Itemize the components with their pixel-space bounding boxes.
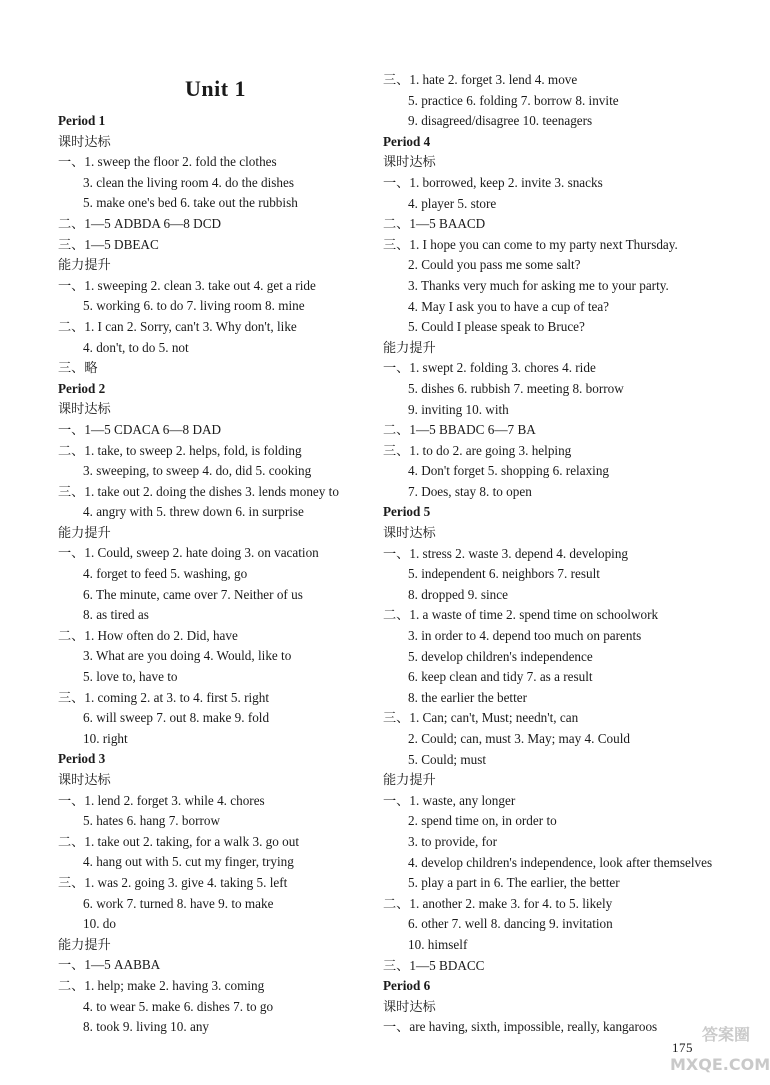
answer-line: 一、1. swept 2. folding 3. chores 4. ride bbox=[383, 360, 596, 376]
answer-line: 一、1—5 CDACA 6—8 DAD bbox=[58, 421, 222, 437]
answer-line: 2. Could; can, must 3. May; may 4. Could bbox=[408, 731, 630, 746]
answer-line: 能力提升 bbox=[383, 339, 436, 355]
answer-line: 二、1. help; make 2. having 3. coming bbox=[58, 977, 265, 993]
answer-line: 课时达标 bbox=[383, 525, 436, 541]
answer-line: 4. forget to feed 5. washing, go bbox=[83, 566, 248, 582]
answer-line: 一、1. waste, any longer bbox=[383, 792, 516, 808]
period-heading: Period 2 bbox=[58, 380, 106, 396]
answer-line: 7. Does, stay 8. to open bbox=[408, 483, 532, 499]
answer-line: 三、1. take out 2. doing the dishes 3. lends money to bbox=[58, 483, 339, 499]
period-heading: Period 5 bbox=[383, 504, 431, 520]
answer-line: 5. Could; must bbox=[408, 751, 487, 767]
answer-line: 5. develop children's independence bbox=[408, 648, 593, 664]
answer-line: 6. will sweep 7. out 8. make 9. fold bbox=[83, 710, 270, 726]
answer-line: 三、1. to do 2. are going 3. helping bbox=[383, 442, 572, 458]
answer-line: 4. hang out with 5. cut my finger, trying bbox=[83, 854, 294, 870]
watermark: 答案圈 MXQE.COM bbox=[670, 1025, 770, 1074]
answer-line: 5. make one's bed 6. take out the rubbish bbox=[83, 195, 298, 211]
page-number: 175 bbox=[672, 1040, 693, 1055]
answer-line: 5. Could I please speak to Bruce? bbox=[408, 319, 585, 335]
answer-line: 4. don't, to do 5. not bbox=[83, 339, 189, 355]
answer-line: 一、1. sweep the floor 2. fold the clothes bbox=[58, 154, 277, 170]
answer-line: 一、1. lend 2. forget 3. while 4. chores bbox=[58, 792, 265, 808]
answer-line: 能力提升 bbox=[58, 257, 111, 273]
answer-line: 能力提升 bbox=[383, 772, 436, 788]
answer-line: 6. keep clean and tidy 7. as a result bbox=[408, 669, 593, 685]
answer-line: 4. angry with 5. threw down 6. in surprise bbox=[83, 504, 304, 520]
answer-line: 能力提升 bbox=[58, 936, 111, 952]
answer-line: 三、1. was 2. going 3. give 4. taking 5. left bbox=[58, 874, 288, 890]
answer-line: 8. as tired as bbox=[83, 607, 149, 623]
answer-line: 3. sweeping, to sweep 4. do, did 5. cooking bbox=[83, 463, 312, 479]
answer-line: 二、1. take, to sweep 2. helps, fold, is folding bbox=[58, 442, 302, 458]
answer-line: 4. develop children's independence, look after themselves bbox=[408, 854, 713, 870]
answer-line: 能力提升 bbox=[58, 524, 111, 540]
answer-line: 4. to wear 5. make 6. dishes 7. to go bbox=[83, 998, 274, 1014]
answer-line: 9. inviting 10. with bbox=[408, 401, 509, 417]
answer-line: 3. clean the living room 4. do the dishes bbox=[83, 174, 294, 190]
answer-line: 三、1. Can; can't, Must; needn't, can bbox=[383, 710, 579, 726]
answer-line: 一、are having, sixth, impossible, really, kangaroos bbox=[383, 1019, 658, 1035]
answer-line: 5. hates 6. hang 7. borrow bbox=[83, 813, 220, 829]
answer-line: 课时达标 bbox=[383, 154, 436, 170]
answer-line: 4. player 5. store bbox=[408, 195, 497, 211]
left-column bbox=[58, 111, 388, 1038]
period-heading: Period 1 bbox=[58, 113, 106, 128]
answer-line: 3. What are you doing 4. Would, like to bbox=[83, 648, 292, 664]
answer-line: 二、1—5 BAACD bbox=[383, 216, 486, 232]
answer-line: 二、1—5 BBADC 6—7 BA bbox=[383, 422, 536, 438]
answer-line: 5. play a part in 6. The earlier, the better bbox=[408, 875, 620, 891]
answer-line: 5. dishes 6. rubbish 7. meeting 8. borrow bbox=[408, 380, 624, 396]
period-heading: Period 4 bbox=[383, 133, 431, 149]
answer-line: 8. the earlier the better bbox=[408, 689, 527, 705]
answer-line: 6. other 7. well 8. dancing 9. invitation bbox=[408, 916, 613, 932]
answer-line: 二、1—5 ADBDA 6—8 DCD bbox=[58, 215, 222, 231]
answer-line: 三、1—5 DBEAC bbox=[58, 236, 159, 252]
answer-line: 6. The minute, came over 7. Neither of us bbox=[83, 586, 303, 602]
answer-line: 8. took 9. living 10. any bbox=[83, 1019, 210, 1035]
answer-line: 课时达标 bbox=[58, 133, 111, 149]
answer-line: 5. working 6. to do 7. living room 8. mine bbox=[83, 298, 305, 314]
answer-line: 一、1. borrowed, keep 2. invite 3. snacks bbox=[383, 174, 603, 190]
answer-line: 10. himself bbox=[408, 936, 468, 952]
answer-line: 三、略 bbox=[58, 360, 98, 376]
answer-line: 2. spend time on, in order to bbox=[408, 813, 557, 829]
answer-line: 一、1. sweeping 2. clean 3. take out 4. get a ride bbox=[58, 277, 316, 293]
answer-line: 3. in order to 4. depend too much on parents bbox=[408, 628, 642, 644]
answer-line: 课时达标 bbox=[383, 998, 436, 1014]
period-heading: Period 3 bbox=[58, 751, 106, 767]
answer-line: 5. independent 6. neighbors 7. result bbox=[408, 566, 600, 582]
answer-line: 6. work 7. turned 8. have 9. to make bbox=[83, 895, 274, 911]
answer-line: 二、1. another 2. make 3. for 4. to 5. likely bbox=[383, 895, 613, 911]
right-column bbox=[383, 70, 713, 1038]
answer-line: 10. right bbox=[83, 730, 128, 746]
answer-line: 一、1. stress 2. waste 3. depend 4. developing bbox=[383, 545, 629, 561]
answer-line: 5. practice 6. folding 7. borrow 8. invite bbox=[408, 92, 619, 108]
answer-line: 三、1. I hope you can come to my party next Thursday. bbox=[383, 236, 678, 252]
answer-line: 二、1. a waste of time 2. spend time on schoolwork bbox=[383, 607, 659, 623]
answer-line: 二、1. I can 2. Sorry, can't 3. Why don't, like bbox=[58, 318, 297, 334]
answer-line: 5. love to, have to bbox=[83, 669, 178, 685]
answer-line: 课时达标 bbox=[58, 401, 111, 417]
answer-line: 课时达标 bbox=[58, 772, 111, 787]
answer-line: 一、1—5 AABBA bbox=[58, 957, 161, 973]
answer-line: 二、1. take out 2. taking, for a walk 3. go out bbox=[58, 833, 299, 849]
answer-line: 3. to provide, for bbox=[408, 833, 497, 849]
answer-line: 10. do bbox=[83, 916, 116, 932]
answer-line: 一、1. Could, sweep 2. hate doing 3. on vacation bbox=[58, 545, 319, 561]
answer-line: 4. May I ask you to have a cup of tea? bbox=[408, 298, 610, 314]
answer-line: 三、1. coming 2. at 3. to 4. first 5. right bbox=[58, 689, 269, 705]
answer-line: 4. Don't forget 5. shopping 6. relaxing bbox=[408, 463, 610, 479]
answer-line: 三、1. hate 2. forget 3. lend 4. move bbox=[383, 72, 578, 87]
answer-line: 三、1—5 BDACC bbox=[383, 957, 485, 973]
answer-line: 3. Thanks very much for asking me to your party. bbox=[408, 277, 669, 293]
answer-line: 二、1. How often do 2. Did, have bbox=[58, 627, 238, 643]
unit-title: Unit 1 bbox=[185, 76, 247, 101]
answer-line: 8. dropped 9. since bbox=[408, 586, 508, 602]
answer-line: 2. Could you pass me some salt? bbox=[408, 257, 581, 273]
answer-line: 9. disagreed/disagree 10. teenagers bbox=[408, 113, 593, 129]
period-heading: Period 6 bbox=[383, 978, 431, 994]
